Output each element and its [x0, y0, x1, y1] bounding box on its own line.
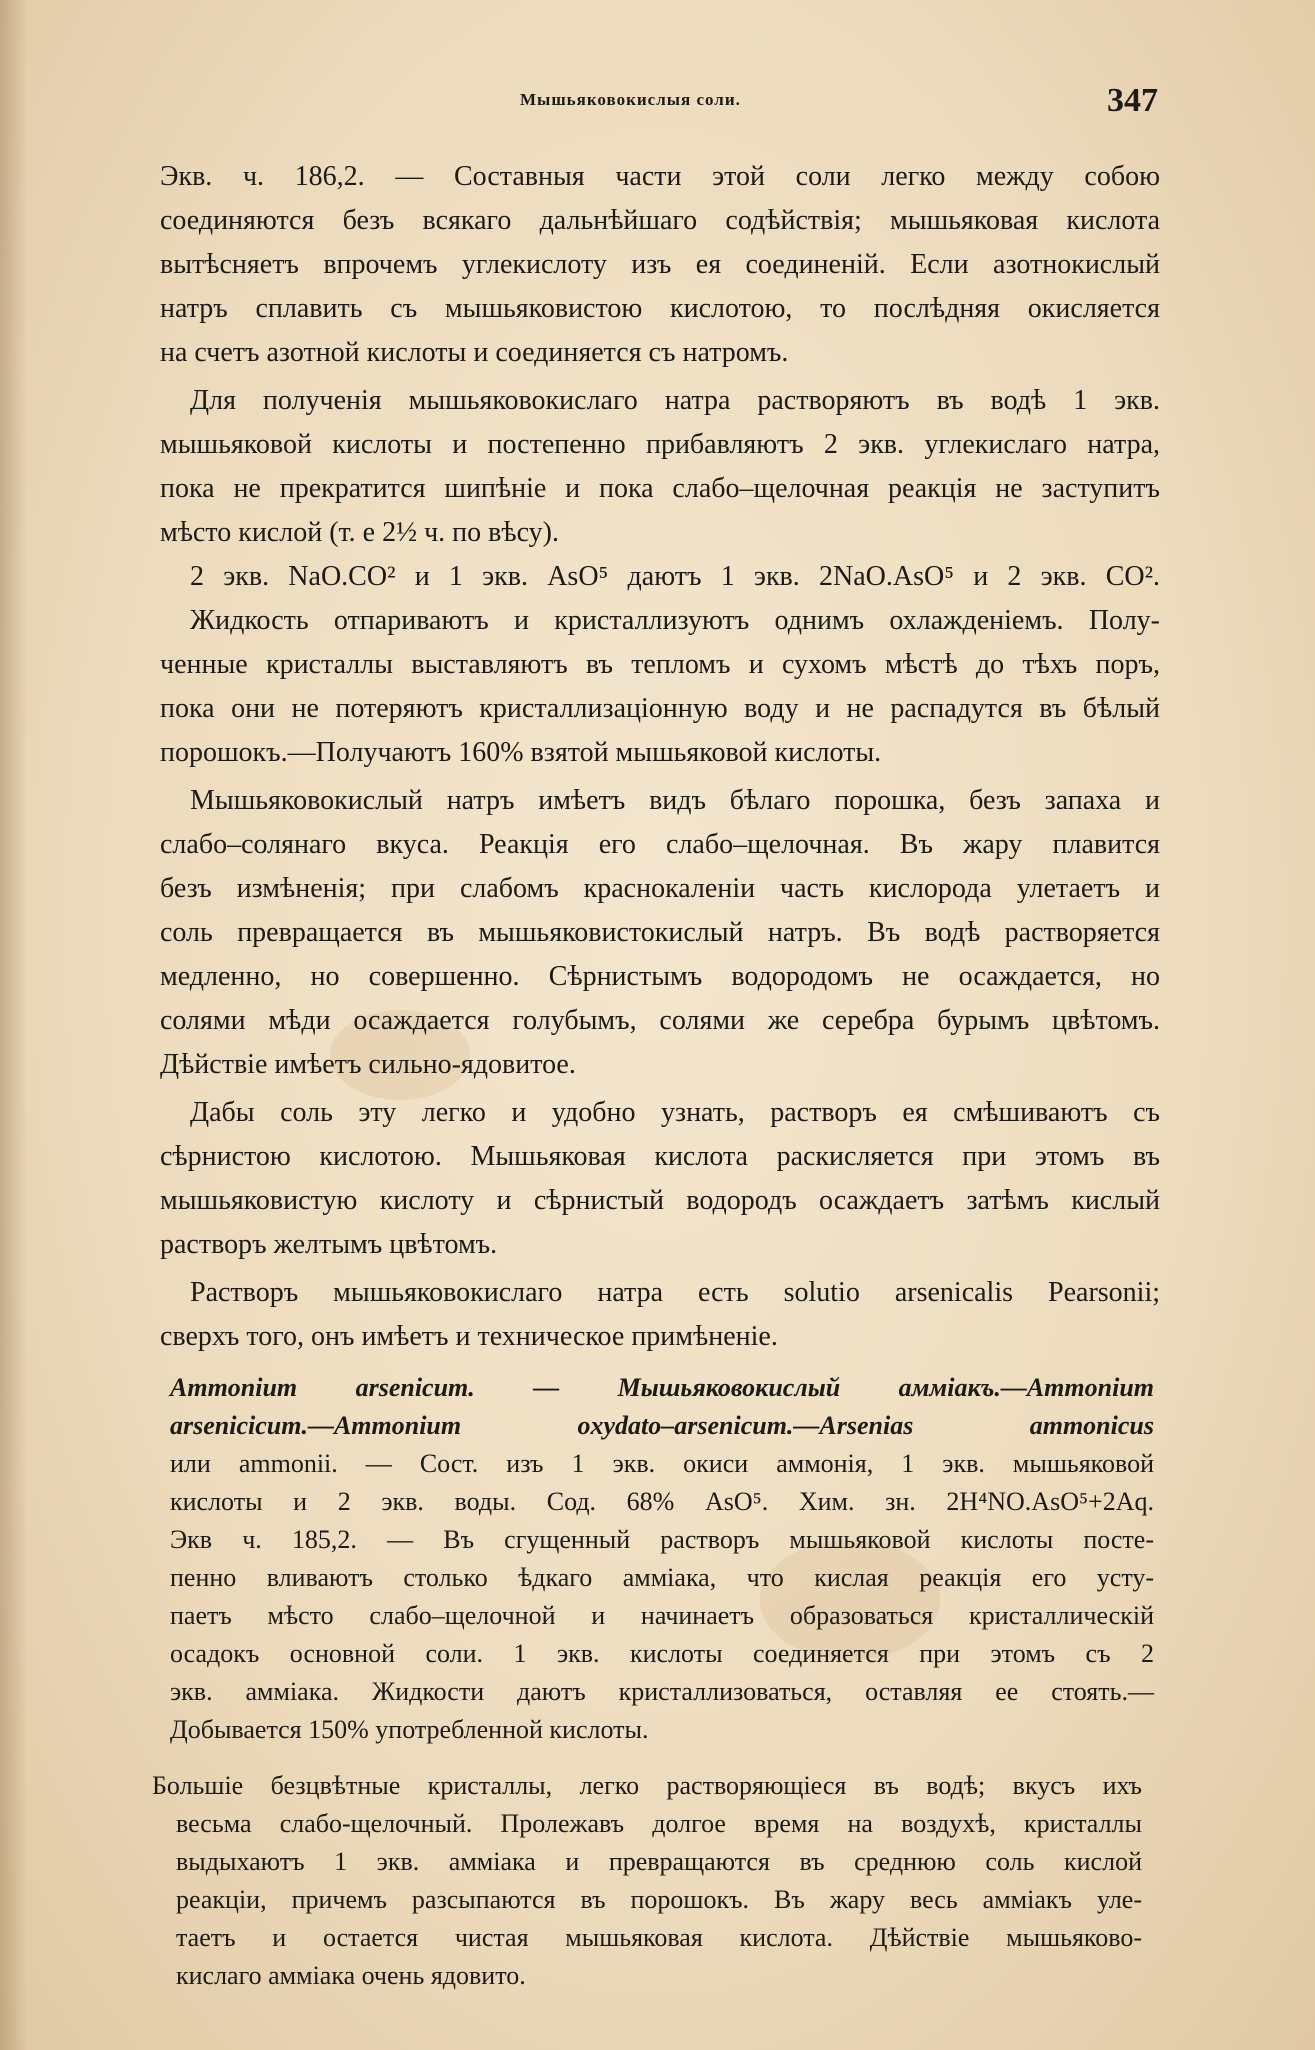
text-line: мѣсто кислой (т. е 2½ ч. по вѣсу).	[160, 517, 559, 548]
page-edge-shadow	[0, 0, 28, 2050]
text-line: безъ измѣненія; при слабомъ краснокаленіи часть кислорода улетаетъ и	[160, 873, 1160, 904]
text-line: мышьяковой кислоты и постепенно прибавляютъ 2 экв. углекислаго натра,	[160, 429, 1160, 460]
small-text-line: Экв ч. 185,2. — Въ сгущенный растворъ мышьяковой кислоты посте-	[170, 1525, 1154, 1554]
ammonium-arsenicum-section	[170, 1369, 1154, 1749]
text-line: Жидкость отпариваютъ и кристаллизуютъ однимъ охлажденіемъ. Полу-	[190, 605, 1160, 636]
section-heading-line: Ammonium arsenicum. — Мышьяковокислый аммiакъ.—Ammonium	[170, 1373, 1154, 1402]
page-header	[160, 82, 1160, 122]
text-line: пока они не потеряютъ кристаллизаціонную воду и не распадутся въ бѣлый	[160, 693, 1160, 724]
text-line: порошокъ.—Получаютъ 160% взятой мышьяковой кислоты.	[160, 737, 882, 768]
chemical-formula: 2 экв. NaO.CO² и 1 экв. AsO⁵ даютъ 1 экв. 2NaO.AsO⁵ и 2 экв. CO².	[190, 561, 1160, 592]
paragraph	[160, 599, 1160, 775]
small-text-line: кислоты и 2 экв. воды. Сод. 68% AsO⁵. Хим. зн. 2H⁴NO.AsO⁵+2Aq.	[170, 1487, 1154, 1516]
small-text-line: весьма слабо-щелочный. Пролежавъ долгое время на воздухѣ, кристаллы	[176, 1809, 1142, 1838]
text-line: Растворъ мышьяковокислаго натра есть solutio arsenicalis Pearsonii;	[190, 1277, 1160, 1308]
text-line: Дабы соль эту легко и удобно узнать, растворъ ея смѣшиваютъ съ	[190, 1097, 1160, 1128]
text-line: сверхъ того, онъ имѣетъ и техническое примѣненіе.	[160, 1321, 778, 1352]
text-line: Для полученія мышьяковокислаго натра растворяютъ въ водѣ 1 экв.	[190, 385, 1160, 416]
small-text-line: экв. амміака. Жидкости даютъ кристаллизоваться, оставляя ее стоять.—	[170, 1677, 1154, 1706]
text-line: соединяются безъ всякаго дальнѣйшаго содѣйствія; мышьяковая кислота	[160, 205, 1160, 236]
page-number: 347	[1107, 82, 1158, 119]
small-text-line: пенно вливаютъ столько ѣдкаго амміака, что кислая реакція его усту-	[170, 1563, 1154, 1592]
text-line: солями мѣди осаждается голубымъ, солями же серебра бурымъ цвѣтомъ.	[160, 1005, 1160, 1036]
paragraph	[160, 379, 1160, 555]
small-text-line: выдыхаютъ 1 экв. амміака и превращаются въ среднюю соль кислой	[176, 1847, 1142, 1876]
small-text-line: Большіе безцвѣтные кристаллы, легко растворяющіеся въ водѣ; вкусъ ихъ	[152, 1771, 1142, 1800]
running-head: Мышьяковокислыя соли.	[520, 90, 741, 109]
paragraph	[160, 155, 1160, 375]
text-line: сѣрнистою кислотою. Мышьяковая кислота раскисляется при этомъ въ	[160, 1141, 1160, 1172]
text-line: мышьяковистую кислоту и сѣрнистый водородъ осаждаетъ затѣмъ кислый	[160, 1185, 1160, 1216]
text-line: слабо–солянаго вкуса. Реакція его слабо–щелочная. Въ жару плавится	[160, 829, 1160, 860]
small-text-line: таетъ и остается чистая мышьяковая кислота. Дѣйствіе мышьяково-	[176, 1923, 1142, 1952]
paragraph	[160, 1271, 1160, 1359]
section-heading-line: arsenicicum.—Ammonium oxydato–arsenicum.—Arsenias ammonicus	[170, 1411, 1154, 1440]
main-text	[152, 155, 1160, 1995]
text-line: натръ сплавить съ мышьяковистою кислотою, то послѣдняя окисляется	[160, 293, 1160, 324]
small-text-line: кислаго амміака очень ядовито.	[176, 1961, 526, 1990]
paragraph	[160, 779, 1160, 1087]
text-line: медленно, но совершенно. Сѣрнистымъ водородомъ не осаждается, но	[160, 961, 1160, 992]
text-line: Мышьяковокислый натръ имѣетъ видъ бѣлаго порошка, безъ запаха и	[190, 785, 1160, 816]
text-line: Экв. ч. 186,2. — Составныя части этой соли легко между собою	[160, 161, 1160, 192]
small-text-line: осадокъ основной соли. 1 экв. кислоты соединяется при этомъ съ 2	[170, 1639, 1154, 1668]
text-line: Дѣйствіе имѣетъ сильно-ядовитое.	[160, 1049, 576, 1080]
small-text-line: паетъ мѣсто слабо–щелочной и начинаетъ образоваться кристаллическій	[170, 1601, 1154, 1630]
text-line: пока не прекратится шипѣніе и пока слабо–щелочная реакція не заступитъ	[160, 473, 1160, 504]
small-text-line: или ammonii. — Сост. изъ 1 экв. окиси аммонія, 1 экв. мышьяковой	[170, 1449, 1154, 1478]
text-line: на счетъ азотной кислоты и соединяется съ натромъ.	[160, 337, 789, 368]
small-text-line: реакціи, причемъ разсыпаются въ порошокъ. Въ жару весь амміакъ уле-	[176, 1885, 1142, 1914]
text-line: растворъ желтымъ цвѣтомъ.	[160, 1229, 498, 1260]
small-text-line: Добывается 150% употребленной кислоты.	[170, 1715, 649, 1744]
paragraph	[160, 1091, 1160, 1267]
text-line: ченные кристаллы выставляютъ въ тепломъ и сухомъ мѣстѣ до тѣхъ поръ,	[160, 649, 1160, 680]
text-line: соль превращается въ мышьяковистокислый натръ. Въ водѣ растворяется	[160, 917, 1160, 948]
properties-section	[152, 1767, 1142, 1995]
text-line: вытѣсняетъ впрочемъ углекислоту изъ ея соединеній. Если азотнокислый	[160, 249, 1160, 280]
